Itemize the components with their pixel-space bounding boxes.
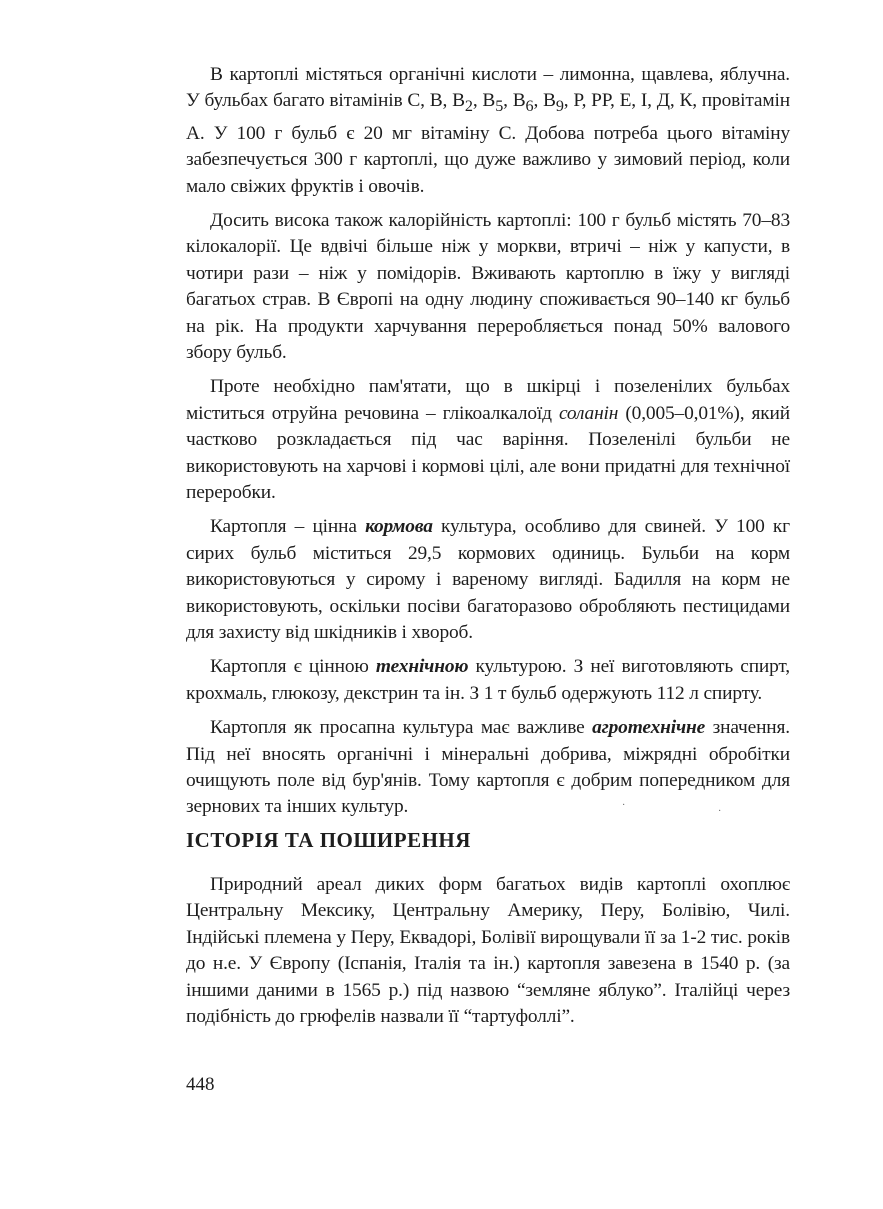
subscript: 5 xyxy=(495,98,504,116)
emphasized-term: технічною xyxy=(375,656,469,678)
subscript: 9 xyxy=(555,98,564,116)
section-text-block xyxy=(186,872,790,1038)
subscript: 2 xyxy=(464,98,473,116)
emphasized-term: кормова xyxy=(365,516,433,538)
scan-speck: · xyxy=(622,800,626,811)
main-text-block xyxy=(186,62,790,829)
page-number: 448 xyxy=(186,1074,215,1095)
paragraph: Природний ареал диких форм багатьох видів картоплі охоплює Центральну Мексику, Центральну Америку, Перу, Болівію, Чилі. Індійські племена у Перу, Еквадорі, Болівії вирощували її за 1-2 тис. років до н.е. У Європу (Іспанія, Італія та ін.) картопля завезена в 1540 р. (за іншими даними в 1565 р.) під назвою “земляне яблуко”. Італійці через подібність до грюфелів назвали її “тартуфоллі”. xyxy=(186,874,790,1028)
scan-speck: · xyxy=(718,806,722,817)
paragraph: Картопля як просапна культура має важливе агротехнічне значення. Під неї вносять органічні і мінеральні добрива, міжрядні обробітки очищують поле від бур'янів. Тому картопля є добрим попередником для зернових та інших культур. xyxy=(186,717,790,818)
paragraph: Проте необхідно пам'ятати, що в шкірці і позеленілих бульбах міститься отруйна речовина – глікоалкалоїд соланін (0,005–0,01%), який частково розкладається під час варіння. Позеленілі бульби не використовують на харчові і кормові цілі, але вони придатні для технічної переробки. xyxy=(186,376,790,503)
paragraph: Картопля є цінною технічною культурою. З неї виготовляють спирт, крохмаль, глюкозу, декстрин та ін. З 1 т бульб одержують 112 л спирту. xyxy=(186,656,790,704)
subscript: 6 xyxy=(525,98,534,116)
section-heading: ІСТОРІЯ ТА ПОШИРЕННЯ xyxy=(186,828,471,852)
italic-term: соланін xyxy=(558,402,619,424)
paragraph: В картоплі містяться органічні кислоти – лимонна, щавлева, яблучна. У бульбах багато вітамінів С, В, $В_2$, $В_5$, $В_6$, $В_9$, Р, РР, Е, І, Д, К, провітамін А. У 100 г бульб є 20 мг вітаміну С. Добова потреба цього вітаміну забезпечується 300 г картоплі, що дуже важливо у зимовий період, коли мало свіжих фруктів і овочів. xyxy=(186,64,790,197)
paragraph: Досить висока також калорійність картоплі: 100 г бульб містять 70–83 кілокалорії. Це вдвічі більше ніж у моркви, втричі – ніж у капусти, в чотири рази – ніж у помідорів. Вживають картоплю в їжу у вигляді багатьох страв. В Європі на одну людину споживається 90–140 кг бульб на рік. На продукти харчування переробляється понад 50% валового збору бульб. xyxy=(186,209,790,363)
paragraph: Картопля – цінна кормова культура, особливо для свиней. У 100 кг сирих бульб міститься 29,5 кормових одиниць. Бульби на корм використовуються у сирому і вареному вигляді. Бадилля на корм не використовують, оскільки посіви багаторазово обробляють пестицидами для захисту від шкідників і хвороб. xyxy=(186,516,790,643)
emphasized-term: агротехнічне xyxy=(592,717,706,739)
